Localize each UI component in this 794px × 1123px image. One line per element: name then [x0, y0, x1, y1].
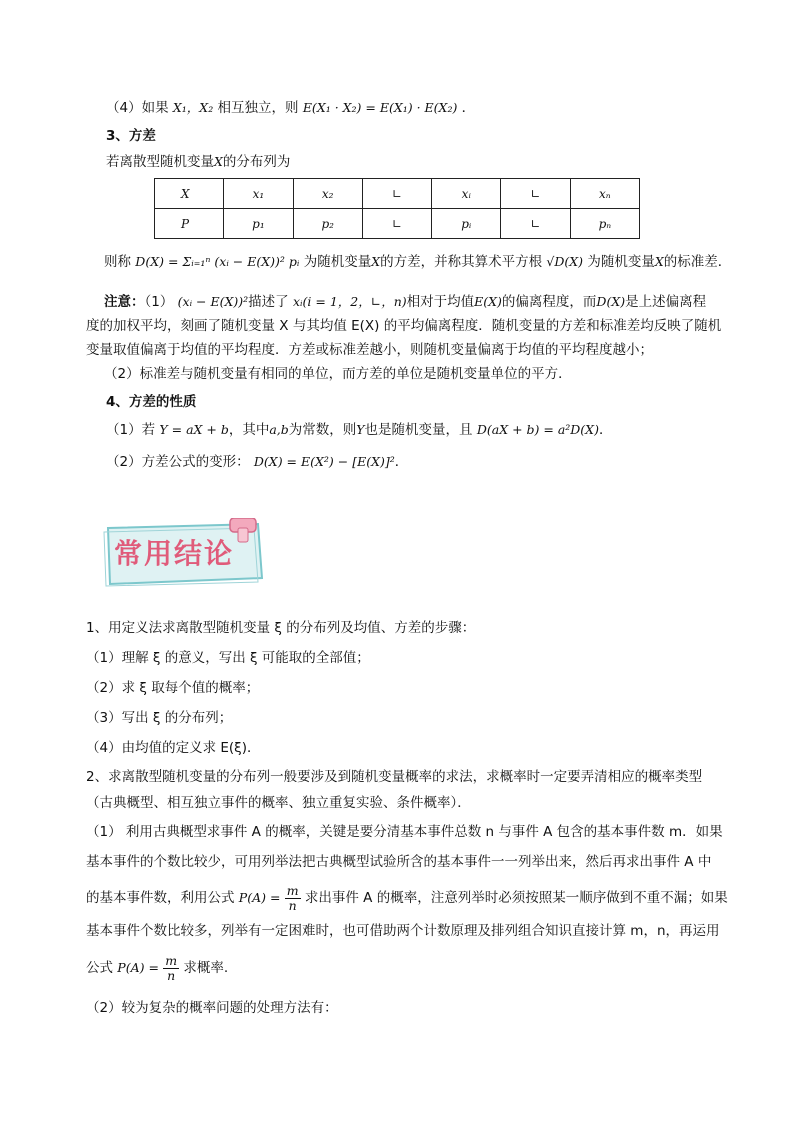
conclusion-2-p2: （2）较为复杂的概率问题的处理方法有： [86, 1000, 338, 1016]
conclusion-2-p1-line-3: 的基本事件数，利用公式 P(A) = $\frac{m}{n}$ 求出事件 A 的概率，注意列举时必须按照某一顺序做到不重不漏；如果 [86, 882, 728, 913]
distribution-table [154, 178, 640, 239]
table-cell: pᵢ [432, 209, 501, 239]
table-cell: x₁ [224, 179, 293, 209]
heading-variance-properties: 4、方差的性质 [106, 394, 197, 410]
conclusion-1-title: 1、用定义法求离散型随机变量 ξ 的分布列及均值、方差的步骤： [86, 620, 476, 636]
table-cell: ∟ [501, 209, 570, 239]
property-1: （1）若 Y = aX + b，其中a,b为常数，则Y也是随机变量，且 D(aX + b) = a²D(X)． [106, 422, 613, 438]
table-cell: xₙ [570, 179, 639, 209]
conclusion-2-line-2: （古典概型、相互独立事件的概率、独立重复实验、条件概率）． [86, 795, 471, 811]
conclusion-2-p1-line-1: （1） 利用古典概型求事件 A 的概率，关键是要分清基本事件总数 n 与事件 A 包含的基本事件数 m．如果 [86, 824, 723, 840]
item-4-independence: （4）如果 X₁，X₂ 相互独立，则 E(X₁ · X₂) = E(X₁) · E(X₂) ． [106, 100, 476, 116]
variance-formula: D(X) = Σᵢ₌₁ⁿ (xᵢ − E(X))² pᵢ [135, 254, 300, 269]
list-item: （1）理解 ξ 的意义，写出 ξ 可能取的全部值； [86, 650, 370, 666]
table-cell: X [155, 179, 224, 209]
note-1-line-1: 注意：（1） (xᵢ − E(X))²描述了 xᵢ(i = 1，2，∟，n)相对于均值E(X)的偏离程度，而D(X)是上述偏离程 [104, 294, 707, 310]
table-cell: ∟ [501, 179, 570, 209]
variance-definition: 则称 D(X) = Σᵢ₌₁ⁿ (xᵢ − E(X))² pᵢ 为随机变量X的方差，并称其算术平方根 √D(X) 为随机变量X的标准差． [104, 254, 732, 270]
table-cell: xᵢ [432, 179, 501, 209]
table-cell: pₙ [570, 209, 639, 239]
note-1-line-2: 度的加权平均，刻画了随机变量 X 与其均值 E(X) 的平均偏离程度．随机变量的方差和标准差均反映了随机 [86, 318, 722, 334]
heading-variance: 3、方差 [106, 128, 156, 144]
common-conclusions-banner [98, 518, 270, 590]
banner-title: 常用结论 [114, 537, 235, 570]
table-cell: ∟ [362, 179, 431, 209]
fraction: $\frac{m}{n}$ [165, 952, 178, 983]
std-dev-formula: √D(X) [546, 254, 584, 269]
conclusion-2-p1-line-4: 基本事件个数比较多，列举有一定困难时，也可借助两个计数原理及排列组合知识直接计算 m，n，再运用 [86, 923, 720, 939]
table-row [155, 179, 640, 209]
note-2: （2）标准差与随机变量有相同的单位，而方差的单位是随机变量单位的平方． [104, 366, 572, 382]
list-item: （4）由均值的定义求 E(ξ)． [86, 740, 261, 756]
table-cell: x₂ [293, 179, 362, 209]
table-row [155, 209, 640, 239]
conclusion-2-line-1: 2、求离散型随机变量的分布列一般要涉及到随机变量概率的求法，求概率时一定要弄清相应的概率类型 [86, 769, 703, 785]
table-cell: P [155, 209, 224, 239]
table-cell: p₁ [224, 209, 293, 239]
property-2: （2）方差公式的变形： D(X) = E(X²) − [E(X)]²． [106, 454, 409, 470]
variance-intro: 若离散型随机变量X的分布列为 [106, 154, 291, 170]
list-item: （3）写出 ξ 的分布列； [86, 710, 233, 726]
conclusion-2-p1-line-2: 基本事件的个数比较少，可用列举法把古典概型试验所含的基本事件一一列举出来，然后再求出事件 A 中 [86, 854, 712, 870]
table-cell: p₂ [293, 209, 362, 239]
fraction: $\frac{m}{n}$ [286, 882, 299, 913]
note-1-line-3: 变量取值偏离于均值的平均程度．方差或标准差越小，则随机变量偏离于均值的平均程度越小； [86, 342, 653, 358]
list-item: （2）求 ξ 取每个值的概率； [86, 680, 260, 696]
table-cell: ∟ [362, 209, 431, 239]
conclusion-2-p1-line-5: 公式 P(A) = $\frac{m}{n}$ 求概率. [86, 952, 229, 983]
